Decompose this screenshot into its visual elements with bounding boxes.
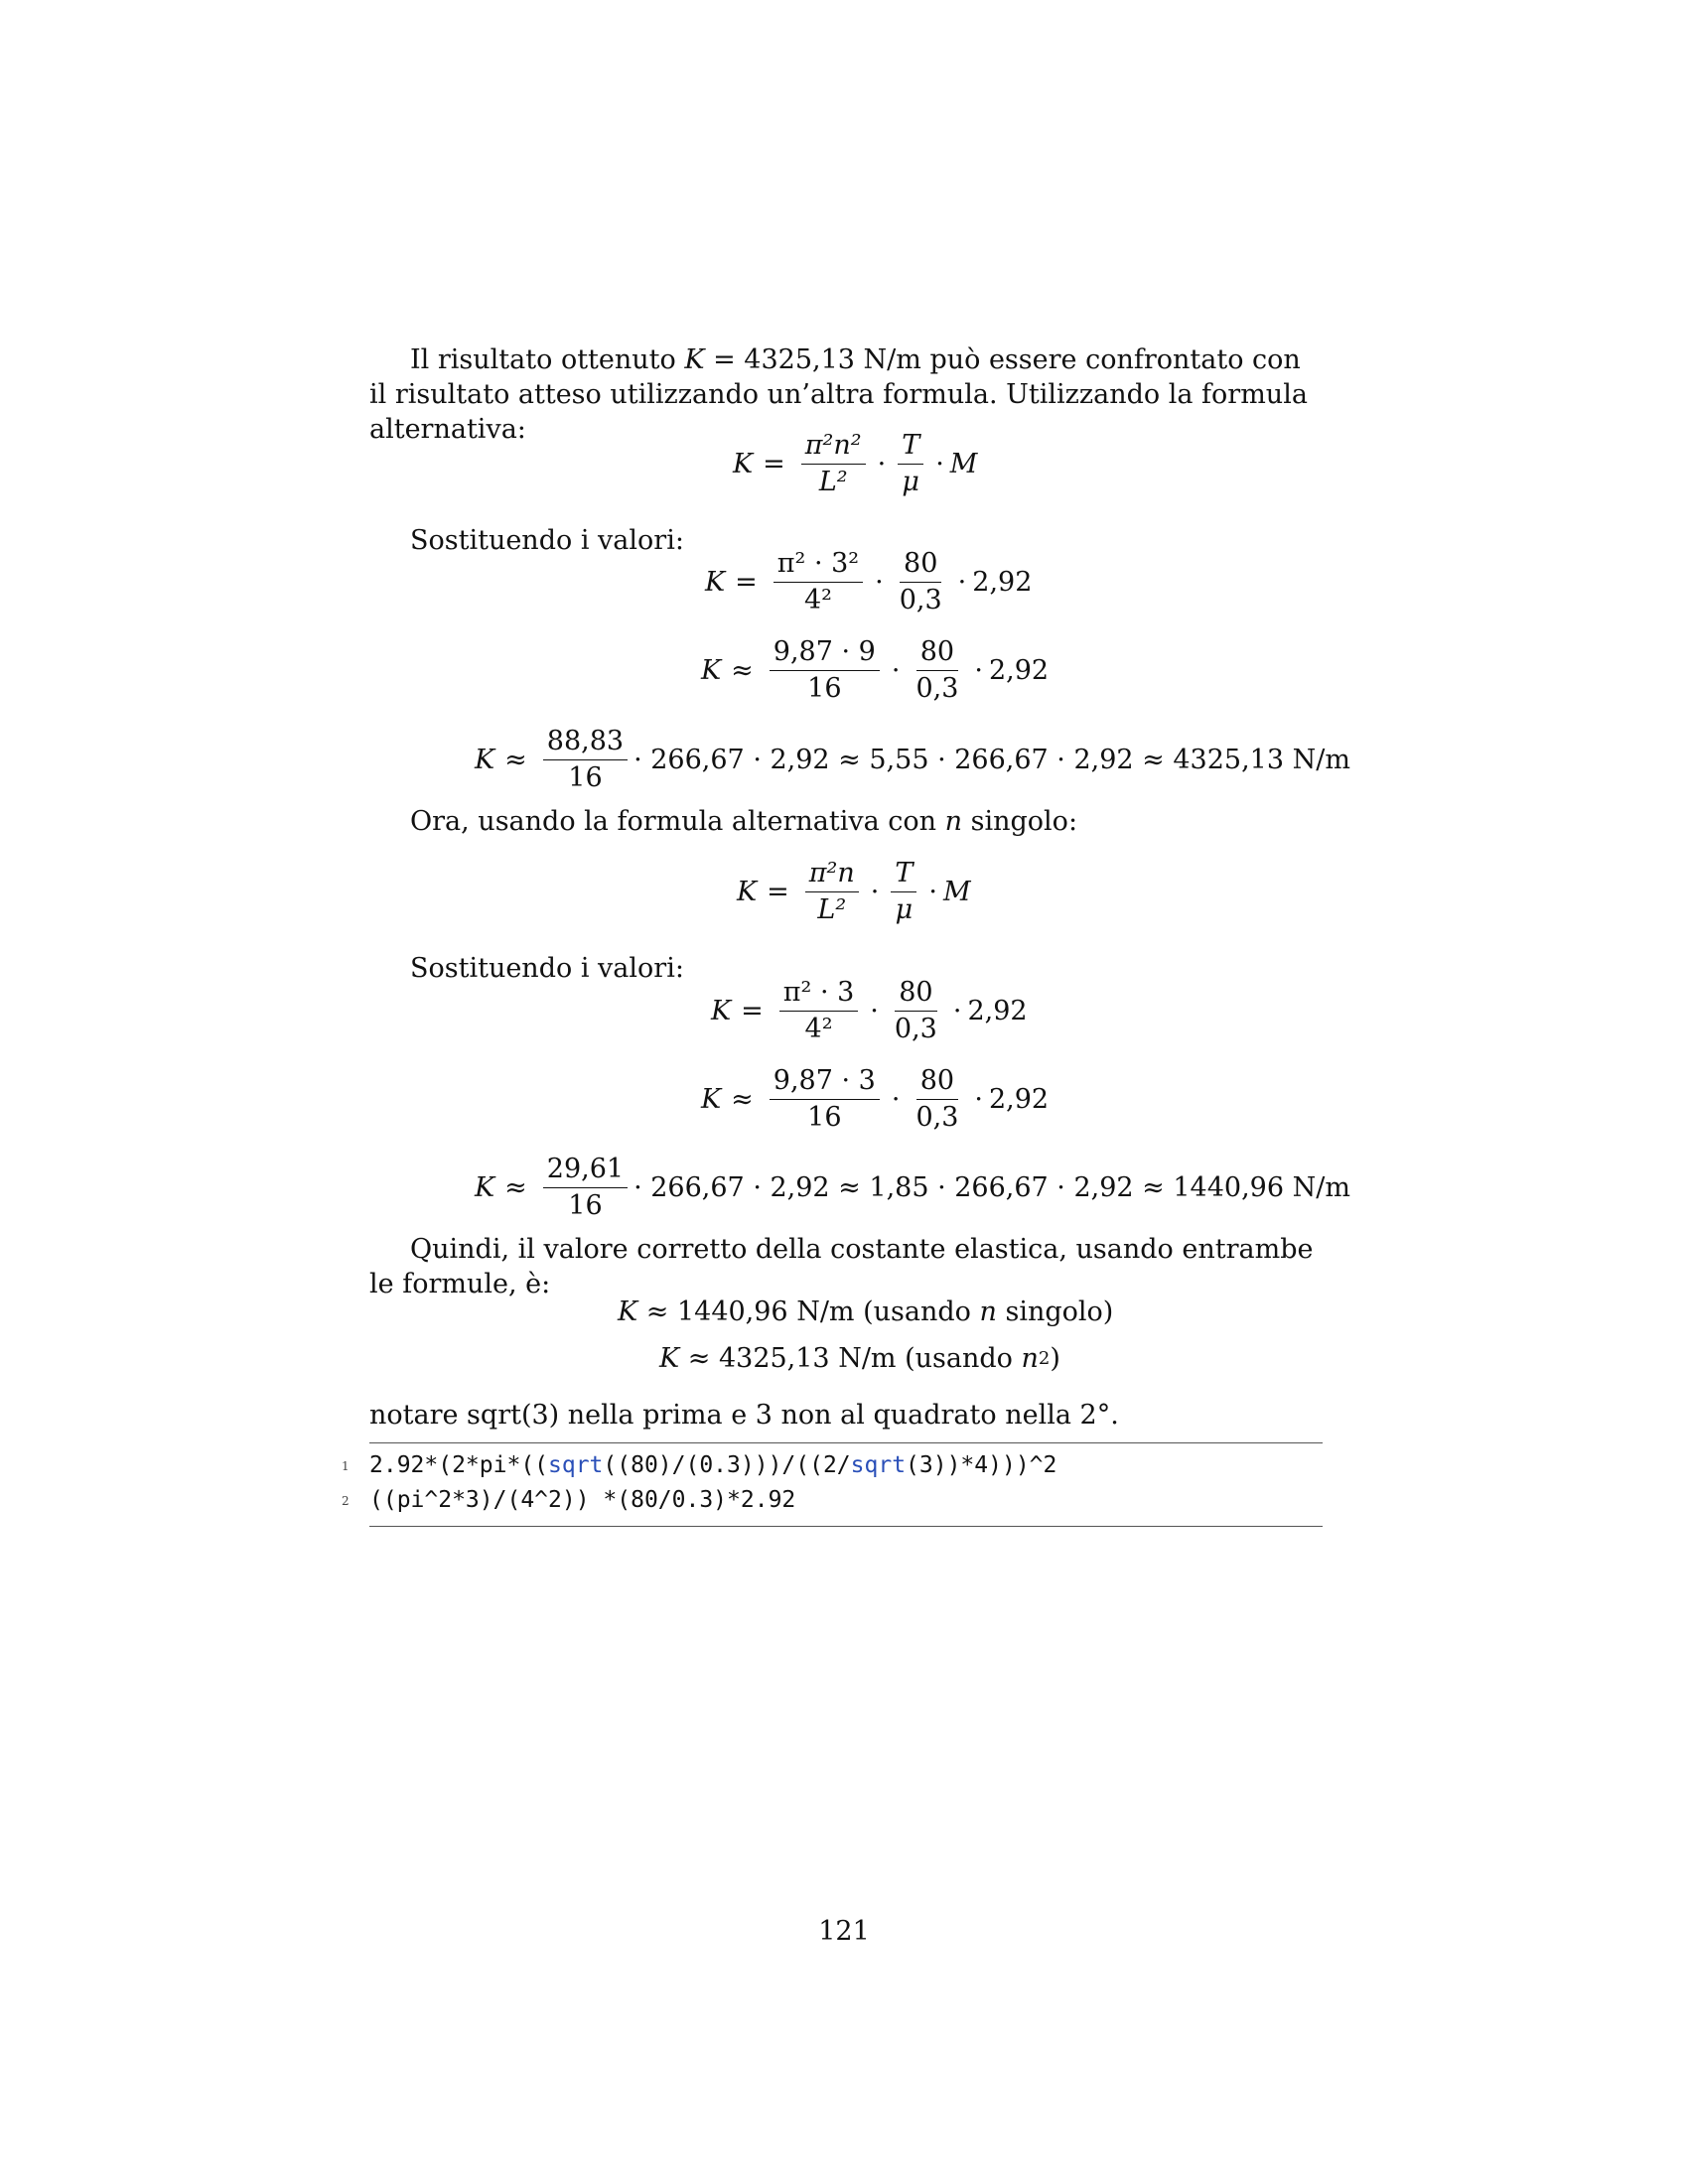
lhs: K	[705, 567, 726, 598]
numerator: π² · 3	[779, 977, 859, 1012]
numerator: 9,87 · 3	[770, 1065, 880, 1100]
denominator: 16	[807, 673, 842, 704]
lhs: K	[618, 1297, 638, 1327]
denominator: μ	[895, 894, 914, 925]
numerator: T	[891, 858, 916, 892]
ora-text-a: Ora, usando la formula alternativa con	[410, 806, 945, 837]
code-token: 2.92*(2*pi*((	[369, 1452, 549, 1478]
code-line-number: 2	[342, 1494, 350, 1508]
sostituendo-label-1: Sostituendo i valori:	[410, 525, 684, 556]
lhs: K	[701, 1084, 722, 1115]
fraction	[543, 1154, 628, 1222]
ora-n-var: n	[944, 806, 963, 837]
code-line-1	[369, 1449, 1056, 1481]
tail: 2,92	[988, 655, 1050, 686]
denominator: 0,3	[915, 673, 959, 704]
denominator: μ	[902, 467, 919, 497]
equation-b1	[711, 977, 1028, 1045]
op: ≈	[731, 655, 754, 686]
code-line-2: ((pi^2*3)/(4^2)) *(80/0.3)*2.92	[369, 1487, 796, 1513]
rest: · 266,67 · 2,92 ≈ 1,85 · 266,67 · 2,92 ≈ 1440,96 N/m	[633, 1172, 1350, 1203]
end: )	[1050, 1343, 1060, 1374]
numerator: 9,87 · 9	[770, 636, 880, 671]
end: singolo)	[996, 1297, 1114, 1327]
denominator: 0,3	[899, 585, 942, 615]
lhs: K	[659, 1343, 680, 1374]
quindi-paragraph: Quindi, il valore corretto della costante elastica, usando entrambe le formule, è:	[369, 1234, 1314, 1299]
code-keyword: sqrt	[548, 1452, 604, 1478]
dot: ·	[928, 877, 937, 907]
dot: ·	[870, 877, 880, 907]
fraction	[770, 636, 880, 705]
ora-paragraph	[410, 804, 1363, 839]
fraction	[912, 1065, 962, 1134]
op: =	[763, 449, 785, 479]
lhs: K	[701, 655, 722, 686]
dot: ·	[935, 449, 944, 479]
result-n-squared: K ≈ 4325,13 N/m (usando n 2 )	[659, 1343, 1060, 1374]
fraction	[912, 636, 962, 705]
result-n-singolo	[618, 1297, 1113, 1327]
fraction	[779, 977, 859, 1045]
dot: ·	[891, 1084, 901, 1115]
op: ≈	[731, 1084, 754, 1115]
lhs: K	[733, 449, 754, 479]
equation-a1	[705, 548, 1032, 616]
tail: 2,92	[972, 567, 1033, 598]
code-token: ((80)/(0.3)))/((2/	[603, 1452, 851, 1478]
numerator: 80	[916, 1065, 958, 1100]
equation-b2	[701, 1065, 1049, 1134]
fraction	[896, 548, 946, 616]
fraction	[891, 858, 916, 926]
intro-k-var: K	[684, 344, 705, 375]
n-var: n	[979, 1297, 997, 1327]
fraction	[891, 977, 941, 1045]
numerator: 29,61	[543, 1154, 628, 1188]
page-number: 121	[818, 1916, 870, 1947]
code-top-rule	[369, 1442, 1323, 1443]
denominator: L²	[818, 467, 848, 497]
op: =	[735, 567, 758, 598]
numerator: 88,83	[543, 726, 628, 760]
denominator: 16	[568, 1190, 603, 1221]
numerator: π²n²	[801, 430, 866, 465]
code-keyword: sqrt	[850, 1452, 907, 1478]
intro-text-a: Il risultato ottenuto	[410, 344, 685, 375]
numerator: π²n	[805, 858, 859, 892]
tail: 2,92	[967, 996, 1028, 1026]
denominator: 16	[568, 762, 603, 793]
dot: ·	[877, 449, 887, 479]
op: =	[741, 996, 764, 1026]
numerator: T	[898, 430, 923, 465]
fraction	[543, 726, 628, 794]
denominator: 16	[807, 1102, 842, 1133]
tail: 2,92	[988, 1084, 1050, 1115]
lhs: K	[711, 996, 732, 1026]
lhs: K	[737, 877, 758, 907]
dot: ·	[952, 996, 962, 1026]
numerator: 80	[916, 636, 958, 671]
fraction	[774, 548, 863, 616]
n-var: n	[1021, 1343, 1039, 1374]
sostituendo-label-2: Sostituendo i valori:	[410, 953, 684, 984]
dot: ·	[875, 567, 884, 598]
code-token: (3))*4)))^2	[906, 1452, 1057, 1478]
dot: ·	[974, 1084, 983, 1115]
fraction	[770, 1065, 880, 1134]
denominator: 0,3	[894, 1014, 937, 1044]
lhs: K	[475, 1172, 495, 1203]
ora-text-b: singolo:	[962, 806, 1078, 837]
fraction	[898, 430, 923, 498]
formula-alternative-n2	[733, 430, 977, 498]
op: =	[767, 877, 789, 907]
op: ≈	[504, 1172, 527, 1203]
numerator: 80	[895, 977, 936, 1012]
equation-a3	[475, 726, 1350, 794]
denominator: 4²	[803, 585, 832, 615]
dot: ·	[974, 655, 983, 686]
op: ≈	[504, 745, 527, 775]
dot: ·	[891, 655, 901, 686]
equation-b3	[475, 1154, 1350, 1222]
lhs: K	[475, 745, 495, 775]
rest: · 266,67 · 2,92 ≈ 5,55 · 266,67 · 2,92 ≈ 4325,13 N/m	[633, 745, 1350, 775]
note-paragraph: notare sqrt(3) nella prima e 3 non al quadrato nella 2°.	[369, 1400, 1119, 1431]
denominator: 4²	[804, 1014, 833, 1044]
equation-a2	[701, 636, 1049, 705]
tail: M	[942, 877, 971, 907]
intro-text-b: = 4325,13 N/m può essere confrontato con il risultato atteso utilizzando un’altra formula. Utilizzando la formula alternativa:	[369, 344, 1308, 445]
text: ≈ 1440,96 N/m (usando	[637, 1297, 980, 1327]
numerator: 80	[900, 548, 941, 583]
tail: M	[949, 449, 978, 479]
fraction	[801, 430, 866, 498]
denominator: L²	[817, 894, 847, 925]
dot: ·	[870, 996, 879, 1026]
dot: ·	[957, 567, 967, 598]
text: ≈ 4325,13 N/m (usando	[679, 1343, 1022, 1374]
fraction	[805, 858, 859, 926]
denominator: 0,3	[915, 1102, 959, 1133]
numerator: π² · 3²	[774, 548, 863, 583]
formula-alternative-n	[737, 858, 971, 926]
code-bottom-rule	[369, 1526, 1323, 1527]
code-line-number: 1	[342, 1459, 350, 1473]
